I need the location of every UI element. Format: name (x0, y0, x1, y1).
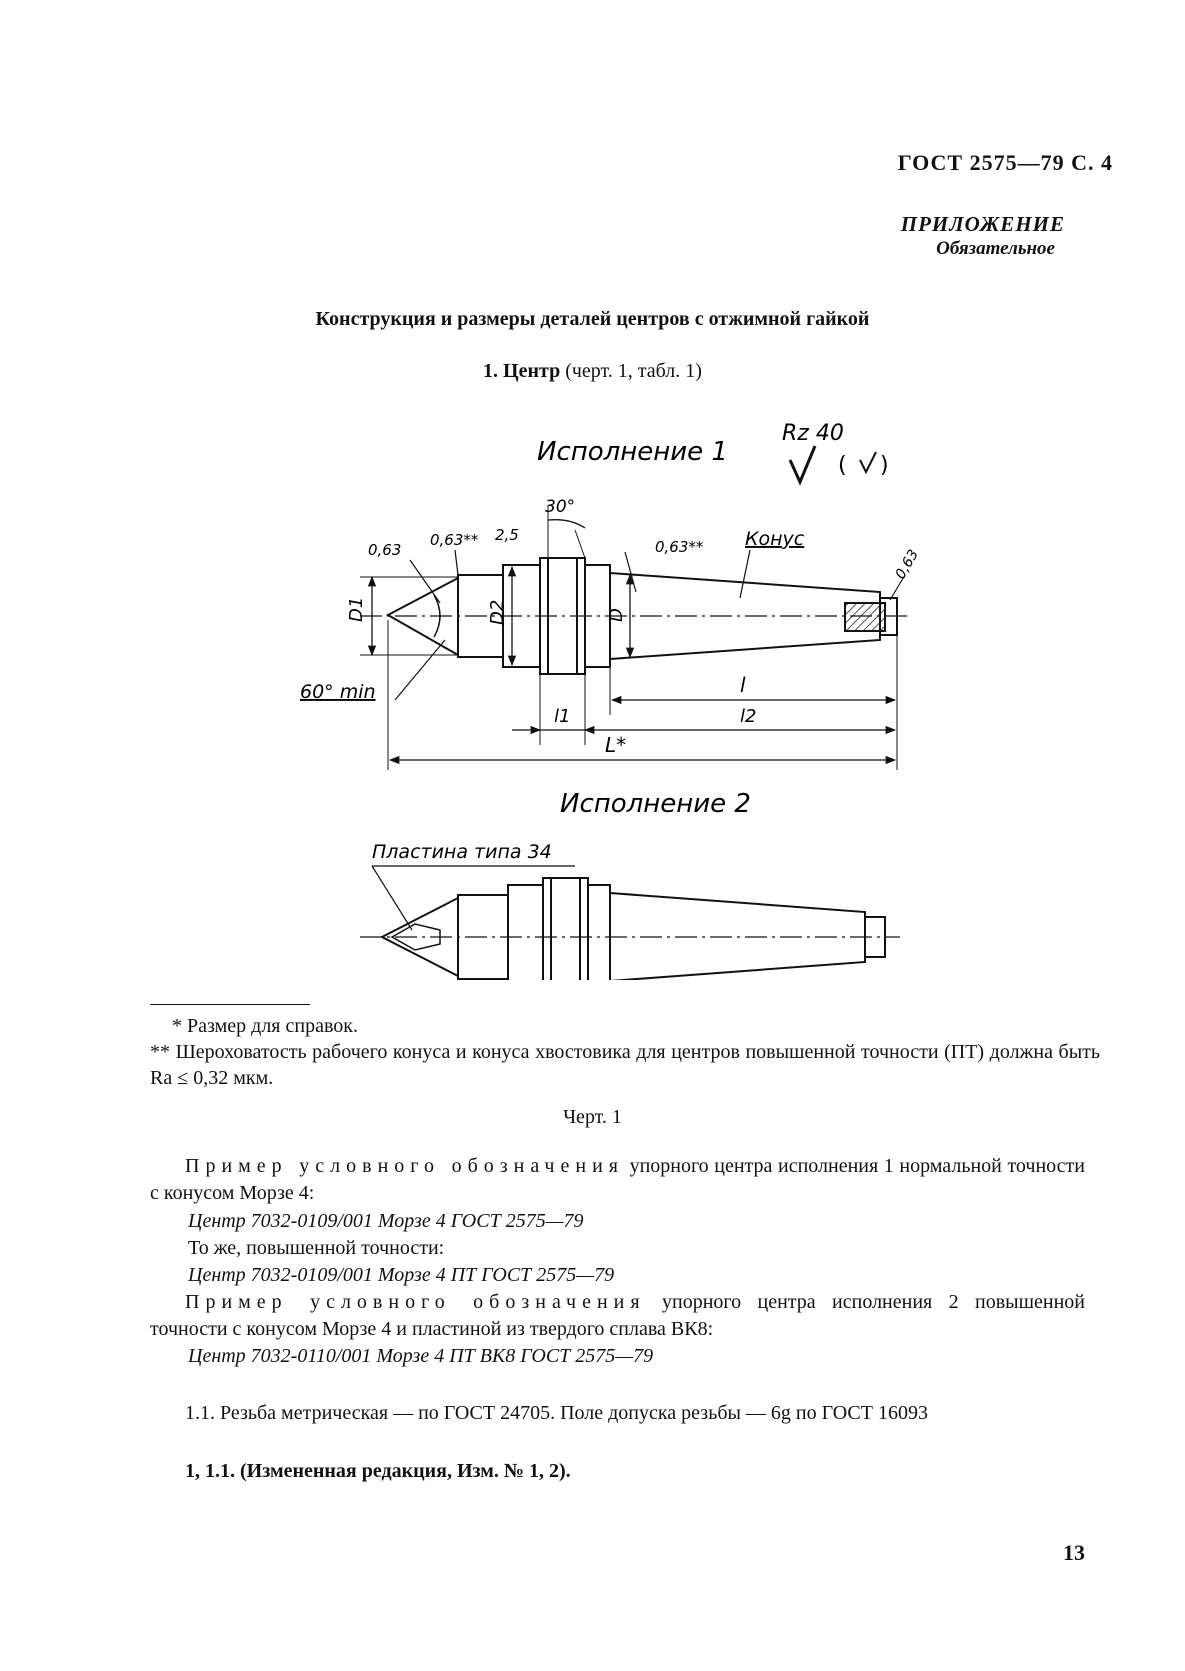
roughness-bracket: ( (838, 453, 847, 478)
section-title: 1. Центр (483, 360, 561, 382)
dim-l2: l2 (740, 706, 757, 727)
technical-drawing (0, 380, 1185, 980)
dim-d1: D1 (346, 596, 367, 622)
appendix-title: ПРИЛОЖЕНИЕ (900, 212, 1065, 236)
angle-60-min: 60° min (300, 681, 376, 703)
example-2-lead: Пример условного обозначения (185, 1291, 646, 1313)
drawing-caption: Черт. 1 (563, 1106, 622, 1128)
center-variant2-drawing (360, 866, 900, 980)
roughness-063-b: 0,63** (430, 531, 479, 549)
footnote-2: ** Шероховатость рабочего конуса и конуса хвостовика для центров повышенной точности (ПТ) должна быть Ra ≤ 0,32 мкм. (150, 1041, 1100, 1089)
example-2-code: Центр 7032-0110/001 Морзе 4 ПТ ВК8 ГОСТ 2575—79 (188, 1345, 654, 1367)
footnote-1: * Размер для справок. (172, 1015, 358, 1037)
example-2-text: упорного центра исполнения 2 повышенной точности с конусом Морзе 4 и пластиной из твердого сплава ВК8: (150, 1291, 1086, 1340)
roughness-063-c: 0,63** (655, 538, 704, 556)
roughness-rz40: Rz 40 (782, 421, 844, 446)
dim-l: l (740, 673, 746, 697)
variant1-label: Исполнение 1 (537, 437, 728, 467)
example-1-lead: Пример условного обозначения (185, 1155, 624, 1177)
page-header: ГОСТ 2575—79 С. 4 (897, 150, 1113, 175)
clause-amendment: 1, 1.1. (Измененная редакция, Изм. № 1, 2). (185, 1460, 571, 1482)
center-variant1-drawing (360, 446, 912, 770)
example-1-text: упорного центра исполнения 1 нормальной точности с конусом Морзе 4: (150, 1155, 1085, 1204)
roughness-25: 2,5 (495, 526, 519, 544)
example-1 (150, 1153, 1085, 1207)
roughness-063-a: 0,63 (368, 541, 402, 559)
example-1-code: Центр 7032-0109/001 Морзе 4 ГОСТ 2575—79 (188, 1210, 584, 1232)
appendix-subtitle: Обязательное (936, 238, 1055, 259)
page-number: 13 (1063, 1540, 1085, 1565)
example-1b-code: Центр 7032-0109/001 Морзе 4 ПТ ГОСТ 2575—79 (188, 1264, 615, 1286)
dim-L: L* (605, 733, 627, 757)
taper-label: Конус (745, 528, 805, 550)
angle-30: 30° (545, 497, 576, 517)
roughness-bracket-close: ) (880, 453, 889, 478)
roughness-063-d: 0,63 (892, 547, 923, 582)
document-title: Конструкция и размеры деталей центров с отжимной гайкой (315, 308, 870, 330)
example-2 (150, 1289, 1085, 1343)
variant2-label: Исполнение 2 (560, 789, 751, 819)
plate-label: Пластина типа 34 (372, 841, 552, 863)
section-ref: (черт. 1, табл. 1) (565, 360, 702, 382)
example-1b-text: То же, повышенной точности: (188, 1237, 445, 1259)
clause-1-1: 1.1. Резьба метрическая — по ГОСТ 24705. Поле допуска резьбы — 6g по ГОСТ 16093 (185, 1402, 928, 1424)
footnote-rule (150, 1004, 310, 1005)
dim-l1: l1 (554, 706, 571, 727)
dim-d: D (606, 608, 627, 622)
dim-d2: D2 (487, 599, 508, 625)
